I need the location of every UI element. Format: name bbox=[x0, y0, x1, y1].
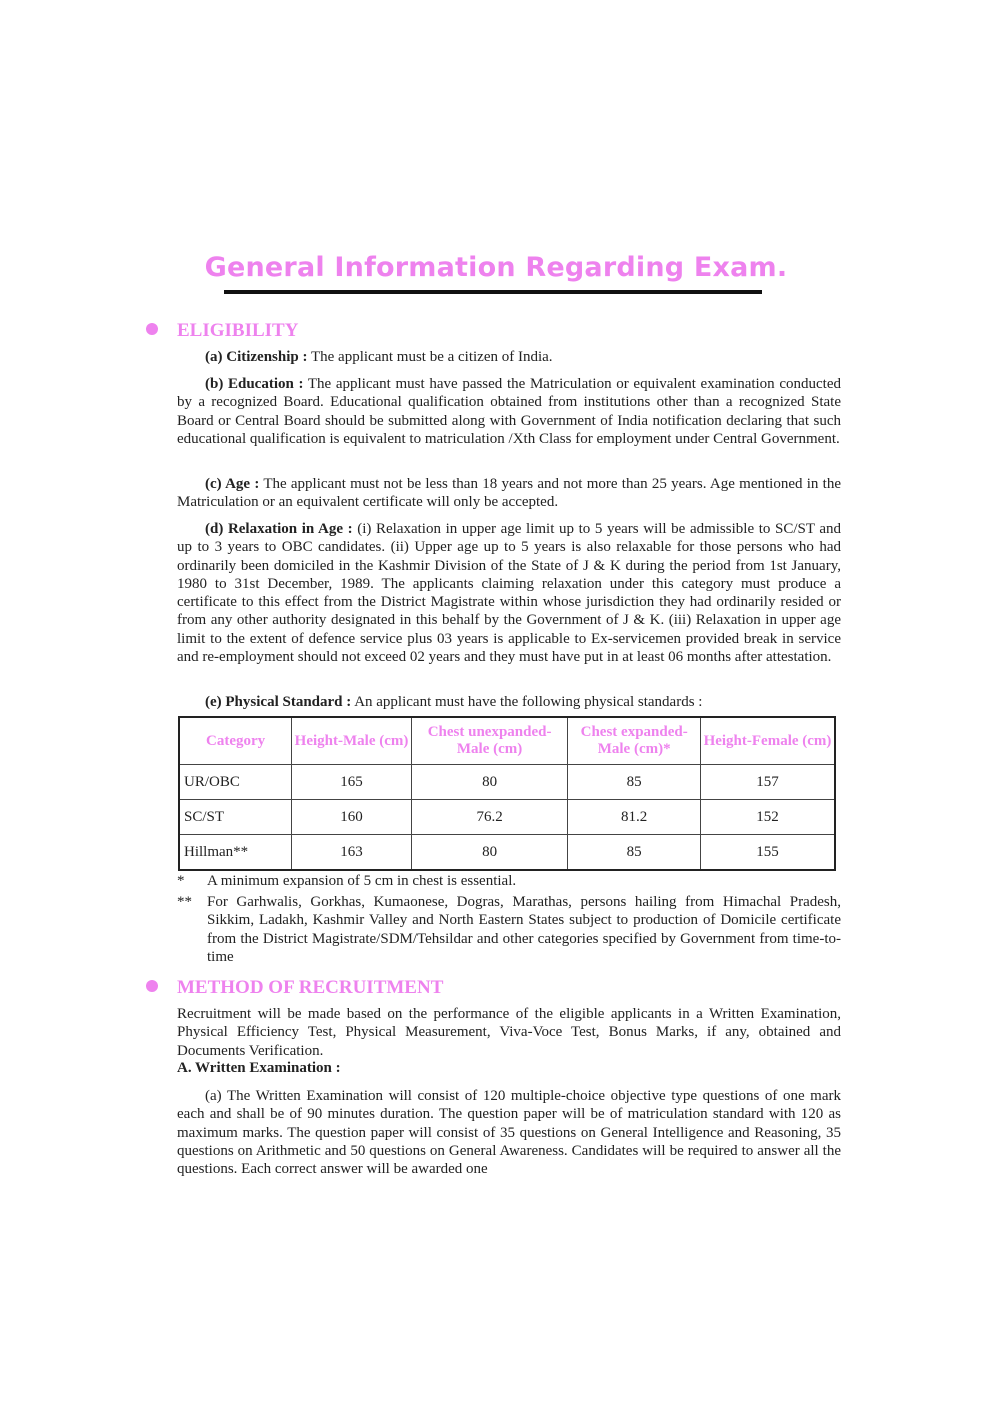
physical-standard-label: (e) Physical Standard : bbox=[205, 694, 352, 710]
table-cell: Hillman** bbox=[179, 835, 292, 871]
bullet-icon bbox=[146, 980, 158, 992]
physical-standard-text: An applicant must have the following physical standards : bbox=[354, 694, 703, 710]
bullet-icon bbox=[146, 323, 158, 335]
relaxation-label: (d) Relaxation in Age : bbox=[205, 521, 353, 537]
table-cell: 152 bbox=[700, 800, 835, 835]
recruitment-heading bbox=[146, 977, 443, 999]
page-title: General Information Regarding Exam. bbox=[204, 252, 788, 283]
table-cell: UR/OBC bbox=[179, 765, 292, 800]
footnote-chest bbox=[177, 872, 841, 890]
table-row bbox=[179, 835, 835, 871]
header-chest-expanded: Chest expanded- Male (cm)* bbox=[568, 717, 701, 765]
table-cell: 165 bbox=[292, 765, 412, 800]
physical-standards-table bbox=[178, 716, 836, 871]
education-text: The applicant must have passed the Matriculation or equivalent examination conducted by a recognized Board. Educational qualification obtained from institutions other than a recognized State Board or Central Board should be submitted along with Government of India notification declaring that such educational qualification is equivalent to matriculation /Xth Class for employment under Central Government. bbox=[177, 376, 841, 447]
table-cell: 85 bbox=[568, 835, 701, 871]
table-cell: 160 bbox=[292, 800, 412, 835]
table-header-row bbox=[179, 717, 835, 765]
footnote-text: For Garhwalis, Gorkhas, Kumaonese, Dogras, Marathas, persons hailing from Himachal Pradesh, Sikkim, Ladakh, Kashmir Valley and North Eastern States subject to production of Domicile certificate from the District Magistrate/SDM/Tehsildar and other categories specified by Government from time-to-time bbox=[207, 894, 841, 965]
citizenship-label: (a) Citizenship : bbox=[205, 349, 308, 365]
table-cell: 80 bbox=[411, 835, 568, 871]
recruitment-intro: Recruitment will be made based on the performance of the eligible applicants in a Written Examination, Physical Efficiency Test, Physical Measurement, Viva-Voce Test, Bonus Marks, if any, obtained and Documents Verification. bbox=[177, 1006, 841, 1059]
age-paragraph bbox=[177, 475, 841, 512]
citizenship-paragraph bbox=[177, 348, 841, 366]
table-cell: 80 bbox=[411, 765, 568, 800]
header-height-male: Height-Male (cm) bbox=[292, 717, 412, 765]
header-height-female: Height-Female (cm) bbox=[700, 717, 835, 765]
relaxation-text: (i) Relaxation in upper age limit up to 5 years will be admissible to SC/ST and up to 3 years to OBC candidates. (ii) Upper age up to 5 years is also relaxable for those persons who had ordinarily been domiciled in the Kashmir Division of the State of J & K during the period from 1st January, 1980 to 31st December, 1989. The applicants claiming relaxation under this category must produce a certificate to this effect from the District Magistrate within whose jurisdiction they had ordinarily resided or from any other authority designated in this behalf by the Government of J & K. (iii) Relaxation in upper age limit to the extent of defence service plus 03 years is applicable to Ex-servicemen provided break in service and re-employment should not exceed 02 years and they must have put in at least 06 months after attestation. bbox=[177, 521, 842, 666]
table-cell: 76.2 bbox=[411, 800, 568, 835]
title-underline bbox=[224, 290, 762, 294]
table-row bbox=[179, 765, 835, 800]
table-cell: SC/ST bbox=[179, 800, 292, 835]
physical-standard-paragraph bbox=[177, 693, 841, 711]
table-row bbox=[179, 800, 835, 835]
eligibility-heading-text: ELIGIBILITY bbox=[177, 320, 299, 341]
table-cell: 157 bbox=[700, 765, 835, 800]
written-exam-paragraph: (a) The Written Examination will consist of 120 multiple-choice objective type questions of one mark each and shall be of 90 minutes duration. The question paper will be of matriculation standard with 120 as maximum marks. The question paper will consist of 35 questions on General Intelligence and Reasoning, 35 questions on Arithmetic and 50 questions on General Awareness. Candidates will be required to answer all the questions. Each correct answer will be awarded one bbox=[177, 1088, 841, 1178]
citizenship-text: The applicant must be a citizen of India. bbox=[310, 349, 553, 365]
header-chest-unexpanded: Chest unexpanded- Male (cm) bbox=[411, 717, 568, 765]
footnote-text: A minimum expansion of 5 cm in chest is essential. bbox=[207, 873, 517, 889]
table-cell: 85 bbox=[568, 765, 701, 800]
age-label: (c) Age : bbox=[205, 476, 260, 492]
age-text: The applicant must not be less than 18 years and not more than 25 years. Age mentioned in the Matriculation or an equivalent certificate will only be accepted. bbox=[177, 476, 842, 511]
table-cell: 81.2 bbox=[568, 800, 701, 835]
footnote-hillman bbox=[177, 893, 841, 966]
written-exam-heading: A. Written Examination : bbox=[177, 1060, 341, 1076]
eligibility-heading bbox=[146, 320, 298, 342]
footnote-mark: * bbox=[177, 873, 185, 889]
table-cell: 155 bbox=[700, 835, 835, 871]
education-label: (b) Education : bbox=[205, 376, 304, 392]
table-cell: 163 bbox=[292, 835, 412, 871]
education-paragraph bbox=[177, 375, 841, 448]
relaxation-paragraph bbox=[177, 520, 841, 666]
recruitment-heading-text: METHOD OF RECRUITMENT bbox=[177, 977, 444, 998]
header-category: Category bbox=[179, 717, 292, 765]
footnote-mark: ** bbox=[177, 894, 192, 910]
